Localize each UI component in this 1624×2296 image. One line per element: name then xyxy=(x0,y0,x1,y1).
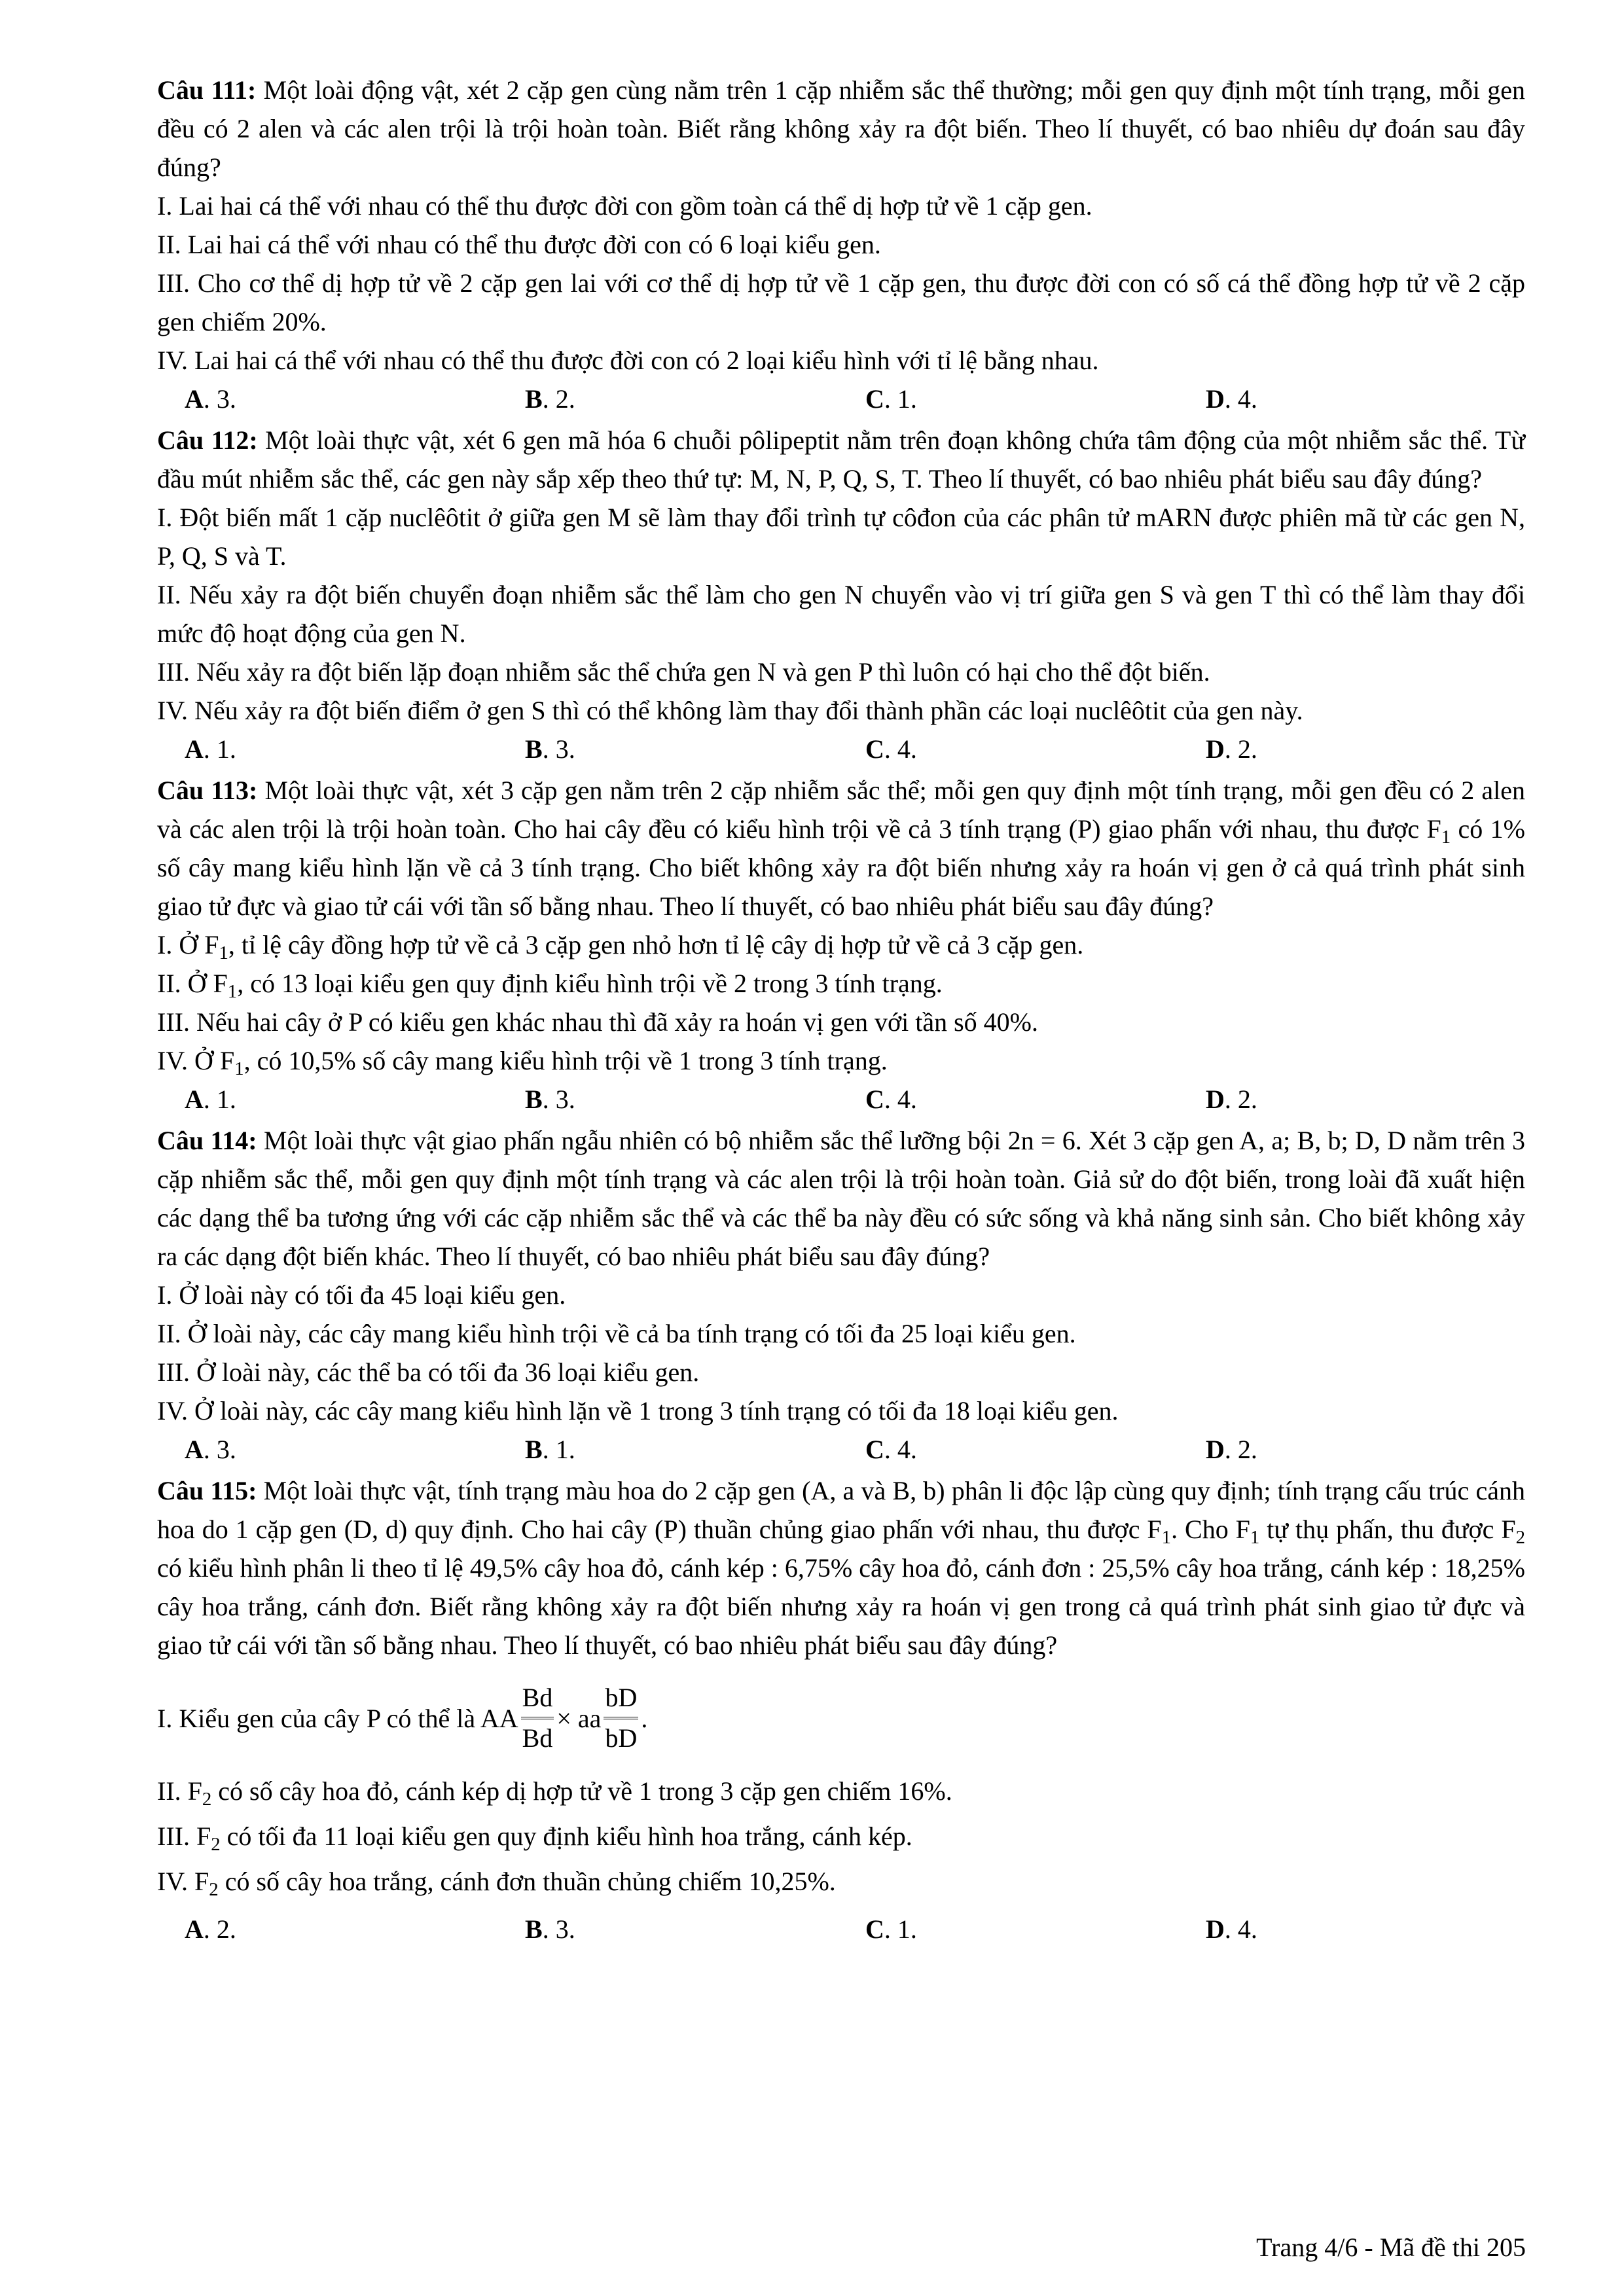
statement-3: III. Nếu hai cây ở P có kiểu gen khác nhau thì đã xảy ra hoán vị gen với tần số 40%. xyxy=(157,1007,1038,1037)
statement-2: II. Ở $F_1$, có 13 loại kiểu gen quy định kiểu hình trội về 2 trong 3 tính trạng. xyxy=(157,969,943,1003)
option-a[interactable]: A. 1. xyxy=(185,734,236,764)
answer-options xyxy=(157,730,1525,768)
genotype-fraction: $\frac{Bd}{Bd}$ xyxy=(522,1683,553,1753)
question-stem: Câu 112: Một loài thực vật, xét 6 gen mã hóa 6 chuỗi pôlipeptit nằm trên đoạn không chứa tâm động của một nhiễm sắc thể. Từ đầu mút nhiễm sắc thể, các gen này sắp xếp theo thứ tự: M, N, P, Q, S, T. Theo lí thuyết, có bao nhiêu phát biểu sau đây đúng? xyxy=(157,425,1526,493)
option-c[interactable]: C. 4. xyxy=(865,734,917,764)
statement-4: IV. Nếu xảy ra đột biến điểm ở gen S thì có thể không làm thay đổi thành phần các loại nuclêôtit của gen này. xyxy=(157,696,1303,725)
option-c[interactable]: C. 1. xyxy=(865,1914,917,1944)
question-112 xyxy=(157,421,1525,768)
option-d[interactable]: D. 2. xyxy=(1206,1435,1257,1464)
option-a[interactable]: A. 3. xyxy=(185,384,236,414)
statement-3: III. Nếu xảy ra đột biến lặp đoạn nhiễm sắc thể chứa gen N và gen P thì luôn có hại cho thể đột biến. xyxy=(157,657,1210,687)
statement-2: II. Ở loài này, các cây mang kiểu hình trội về cả ba tính trạng có tối đa 25 loại kiểu gen. xyxy=(157,1319,1076,1348)
option-a[interactable]: A. 1. xyxy=(185,1085,236,1114)
genotype-fraction: $\frac{bD}{bD}$ xyxy=(605,1683,638,1753)
statement-1: I. Ở loài này có tối đa 45 loại kiểu gen. xyxy=(157,1280,566,1310)
option-a[interactable]: A. 3. xyxy=(185,1435,236,1464)
statement-1: I. Kiểu gen của cây P có thể là AA $\frac{Bd}{Bd}$ × aa $\frac{bD}{bD}$ . xyxy=(157,1683,648,1753)
statement-2: II. Nếu xảy ra đột biến chuyển đoạn nhiễm sắc thể làm cho gen N chuyển vào vị trí giữa gen S và gen T thì có thể làm thay đổi mức độ hoạt động của gen N. xyxy=(157,580,1525,648)
option-c[interactable]: C. 1. xyxy=(865,384,917,414)
option-c[interactable]: C. 4. xyxy=(865,1085,917,1114)
question-stem: Câu 113: Một loài thực vật, xét 3 cặp gen nằm trên 2 cặp nhiễm sắc thể; mỗi gen quy định một tính trạng, mỗi gen đều có 2 alen và các alen trội là trội hoàn toàn. Cho hai cây đều có kiểu hình trội về cả 3 tính trạng (P) giao phấn với nhau, thu được $F_1$ có 1% số cây mang kiểu hình lặn về cả 3 tính trạng. Cho biết không xảy ra đột biến nhưng xảy ra hoán vị gen ở cả quá trình phát sinh giao tử đực và giao tử cái với tần số bằng nhau. Theo lí thuyết, có bao nhiêu phát biểu sau đây đúng? xyxy=(157,776,1525,921)
page-footer: Trang 4/6 - Mã đề thi 205 xyxy=(1256,2233,1526,2262)
question-stem: Câu 115: Một loài thực vật, tính trạng màu hoa do 2 cặp gen (A, a và B, b) phân li độc lập cùng quy định; tính trạng cấu trúc cánh hoa do 1 cặp gen (D, d) quy định. Cho hai cây (P) thuần chủng giao phấn với nhau, thu được $F_1$. Cho $F_1$ tự thụ phấn, thu được $F_2$ có kiểu hình phân li theo tỉ lệ 49,5% cây hoa đỏ, cánh kép : 6,75% cây hoa đỏ, cánh đơn : 25,5% cây hoa trắng, cánh kép : 18,25% cây hoa trắng, cánh đơn. Biết rằng không xảy ra đột biến nhưng xảy ra hoán vị gen trong cả quá trình phát sinh giao tử đực và giao tử cái với tần số bằng nhau. Theo lí thuyết, có bao nhiêu phát biểu sau đây đúng? xyxy=(157,1476,1525,1660)
question-stem: Câu 111: Một loài động vật, xét 2 cặp gen cùng nằm trên 1 cặp nhiễm sắc thể thường; mỗi gen quy định một tính trạng, mỗi gen đều có 2 alen và các alen trội là trội hoàn toàn. Biết rằng không xảy ra đột biến. Theo lí thuyết, có bao nhiêu dự đoán sau đây đúng? xyxy=(157,75,1526,182)
option-b[interactable]: B. 2. xyxy=(525,384,575,414)
statement-2: II. Lai hai cá thể với nhau có thể thu được đời con có 6 loại kiểu gen. xyxy=(157,230,881,259)
question-115 xyxy=(157,1471,1525,1948)
answer-options xyxy=(157,380,1525,418)
option-d[interactable]: D. 2. xyxy=(1206,734,1257,764)
question-113 xyxy=(157,771,1525,1119)
option-d[interactable]: D. 2. xyxy=(1206,1085,1257,1114)
option-c[interactable]: C. 4. xyxy=(865,1435,917,1464)
statement-3: III. Cho cơ thể dị hợp tử về 2 cặp gen lai với cơ thể dị hợp tử về 1 cặp gen, thu được đời con có số cá thể đồng hợp tử về 2 cặp gen chiếm 20%. xyxy=(157,268,1525,336)
statement-4: IV. Ở loài này, các cây mang kiểu hình lặn về 1 trong 3 tính trạng có tối đa 18 loại kiểu gen. xyxy=(157,1396,1119,1426)
question-number: Câu 111: xyxy=(157,75,257,105)
option-b[interactable]: B. 1. xyxy=(525,1435,575,1464)
question-number: Câu 115: xyxy=(157,1476,257,1505)
question-number: Câu 114: xyxy=(157,1126,257,1155)
option-b[interactable]: B. 3. xyxy=(525,734,575,764)
question-111 xyxy=(157,71,1525,418)
statement-1: I. Lai hai cá thể với nhau có thể thu được đời con gồm toàn cá thể dị hợp tử về 1 cặp gen. xyxy=(157,191,1092,221)
option-a[interactable]: A. 2. xyxy=(185,1914,236,1944)
question-stem: Câu 114: Một loài thực vật giao phấn ngẫu nhiên có bộ nhiễm sắc thể lưỡng bội 2n = 6. Xét 3 cặp gen A, a; B, b; D, D nằm trên 3 cặp nhiễm sắc thể, mỗi gen quy định một tính trạng và các alen trội là trội hoàn toàn. Giả sử do đột biến, trong loài đã xuất hiện các dạng thể ba tương ứng với các cặp nhiễm sắc thể và các thể ba này đều có sức sống và khả năng sinh sản. Cho biết không xảy ra các dạng đột biến khác. Theo lí thuyết, có bao nhiêu phát biểu sau đây đúng? xyxy=(157,1126,1525,1271)
option-b[interactable]: B. 3. xyxy=(525,1085,575,1114)
answer-options xyxy=(157,1910,1525,1948)
option-d[interactable]: D. 4. xyxy=(1206,384,1257,414)
statement-3: III. $F_2$ có tối đa 11 loại kiểu gen quy định kiểu hình hoa trắng, cánh kép. xyxy=(157,1821,912,1856)
answer-options xyxy=(157,1080,1525,1119)
statement-3: III. Ở loài này, các thể ba có tối đa 36 loại kiểu gen. xyxy=(157,1357,700,1387)
statement-4: IV. Ở $F_1$, có 10,5% số cây mang kiểu hình trội về 1 trong 3 tính trạng. xyxy=(157,1046,888,1080)
statement-4: IV. $F_2$ có số cây hoa trắng, cánh đơn thuần chủng chiếm 10,25%. xyxy=(157,1867,836,1901)
exam-page xyxy=(157,71,1525,1951)
statement-1: I. Ở $F_1$, tỉ lệ cây đồng hợp tử về cả 3 cặp gen nhỏ hơn tỉ lệ cây dị hợp tử về cả 3 cặp gen. xyxy=(157,930,1084,964)
option-d[interactable]: D. 4. xyxy=(1206,1914,1257,1944)
statement-4: IV. Lai hai cá thể với nhau có thể thu được đời con có 2 loại kiểu hình với tỉ lệ bằng nhau. xyxy=(157,346,1099,375)
statement-1: I. Đột biến mất 1 cặp nuclêôtit ở giữa gen M sẽ làm thay đổi trình tự côđon của các phân tử mARN được phiên mã từ các gen N, P, Q, S và T. xyxy=(157,503,1525,571)
question-114 xyxy=(157,1121,1525,1469)
answer-options xyxy=(157,1430,1525,1469)
option-b[interactable]: B. 3. xyxy=(525,1914,575,1944)
question-number: Câu 113: xyxy=(157,776,258,805)
question-number: Câu 112: xyxy=(157,425,258,455)
statement-2: II. $F_2$ có số cây hoa đỏ, cánh kép dị hợp tử về 1 trong 3 cặp gen chiếm 16%. xyxy=(157,1776,952,1810)
